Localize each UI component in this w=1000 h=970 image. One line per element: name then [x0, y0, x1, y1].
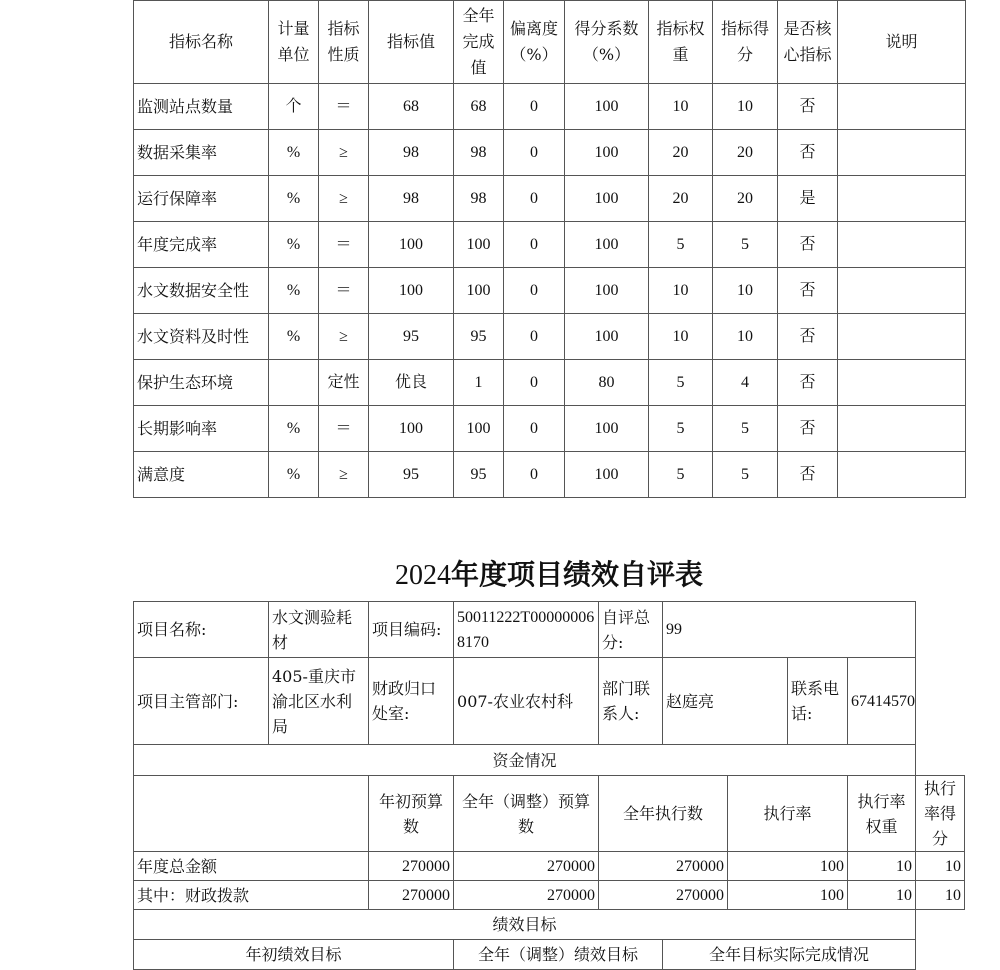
indicator-cell — [838, 360, 966, 406]
indicator-cell: 4 — [713, 360, 778, 406]
indicator-cell: 100 — [369, 222, 454, 268]
indicator-cell: 否 — [778, 222, 838, 268]
funds-col-header: 全年执行数 — [599, 776, 728, 852]
indicator-cell: 个 — [269, 84, 319, 130]
project-name-label: 项目名称: — [134, 602, 269, 658]
indicator-header-row — [134, 1, 966, 84]
indicator-cell: % — [269, 130, 319, 176]
funds-cell: 100 — [728, 881, 848, 910]
indicator-cell: 5 — [649, 406, 713, 452]
indicator-cell: 98 — [454, 130, 504, 176]
funds-header: 资金情况 — [134, 745, 916, 776]
indicator-cell: 95 — [369, 314, 454, 360]
dept-label: 项目主管部门: — [134, 658, 269, 745]
indicator-row — [134, 268, 966, 314]
indicator-cell: ≥ — [319, 314, 369, 360]
funds-cell: 10 — [848, 852, 916, 881]
indicator-cell: 5 — [649, 360, 713, 406]
indicator-cell: 10 — [649, 268, 713, 314]
department-row — [134, 658, 965, 745]
indicator-cell: 0 — [504, 452, 565, 498]
indicator-cell: 定性 — [319, 360, 369, 406]
funds-cell: 10 — [848, 881, 916, 910]
funds-corner-cell — [134, 776, 369, 852]
indicator-row — [134, 130, 966, 176]
header-cell: 指标性质 — [319, 1, 369, 84]
funds-col-header: 执行率得分 — [916, 776, 965, 852]
indicator-cell: 5 — [713, 406, 778, 452]
header-cell: 说明 — [838, 1, 966, 84]
finance-label: 财政归口处室: — [369, 658, 454, 745]
indicator-cell: 100 — [565, 314, 649, 360]
funds-col-header: 年初预算数 — [369, 776, 454, 852]
funds-cell: 270000 — [454, 852, 599, 881]
indicator-cell: 10 — [649, 84, 713, 130]
indicator-cell: % — [269, 406, 319, 452]
indicator-row — [134, 452, 966, 498]
indicator-cell — [838, 176, 966, 222]
perf-col-header: 年初绩效目标 — [134, 940, 454, 970]
indicator-cell — [838, 452, 966, 498]
indicator-cell: % — [269, 314, 319, 360]
indicator-cell: 20 — [649, 176, 713, 222]
indicator-name-cell: 满意度 — [134, 452, 269, 498]
dept-value: 405-重庆市渝北区水利局 — [269, 658, 369, 745]
indicator-cell: 20 — [649, 130, 713, 176]
project-code-value: 50011222T000000068170 — [454, 602, 599, 658]
indicator-cell: 100 — [454, 268, 504, 314]
indicator-row — [134, 222, 966, 268]
phone-label: 联系电话: — [788, 658, 848, 745]
project-name-value: 水文测验耗材 — [269, 602, 369, 658]
indicator-cell: 100 — [565, 452, 649, 498]
indicator-name-cell: 水文数据安全性 — [134, 268, 269, 314]
title-text: 年度项目绩效自评表 — [450, 558, 703, 591]
indicator-cell: 否 — [778, 130, 838, 176]
indicator-cell: 95 — [454, 314, 504, 360]
indicator-cell: ＝ — [319, 406, 369, 452]
indicator-cell: 否 — [778, 84, 838, 130]
indicator-cell: 0 — [504, 314, 565, 360]
perf-header-row — [134, 910, 965, 940]
perf-col-header: 全年（调整）绩效目标 — [454, 940, 663, 970]
indicator-cell: 5 — [713, 452, 778, 498]
indicator-cell: 20 — [713, 176, 778, 222]
indicator-cell: 0 — [504, 360, 565, 406]
funds-row — [134, 881, 965, 910]
funds-cell: 10 — [916, 881, 965, 910]
indicator-cell: 100 — [369, 268, 454, 314]
page-title — [133, 553, 965, 593]
indicator-cell: 10 — [713, 84, 778, 130]
indicator-cell: % — [269, 222, 319, 268]
indicator-cell: 0 — [504, 222, 565, 268]
indicator-cell — [838, 268, 966, 314]
funds-col-header: 执行率 — [728, 776, 848, 852]
funds-row — [134, 852, 965, 881]
funds-cell: 270000 — [454, 881, 599, 910]
indicator-name-cell: 长期影响率 — [134, 406, 269, 452]
indicator-cell: 100 — [454, 222, 504, 268]
indicator-row — [134, 176, 966, 222]
indicator-cell — [838, 130, 966, 176]
indicator-cell: 是 — [778, 176, 838, 222]
indicator-cell: 否 — [778, 268, 838, 314]
indicator-cell: 0 — [504, 84, 565, 130]
indicator-cell: 5 — [713, 222, 778, 268]
indicator-cell: 0 — [504, 176, 565, 222]
indicator-cell: 10 — [713, 314, 778, 360]
indicator-row — [134, 84, 966, 130]
indicator-cell: 5 — [649, 452, 713, 498]
indicator-cell: 68 — [369, 84, 454, 130]
indicator-cell: ≥ — [319, 130, 369, 176]
header-cell: 全年完成值 — [454, 1, 504, 84]
funds-columns-row — [134, 776, 965, 852]
indicator-cell: 20 — [713, 130, 778, 176]
indicator-cell — [838, 314, 966, 360]
indicator-cell: 优良 — [369, 360, 454, 406]
indicator-name-cell: 年度完成率 — [134, 222, 269, 268]
indicator-row — [134, 360, 966, 406]
funds-row-label: 年度总金额 — [134, 852, 369, 881]
indicator-cell: % — [269, 268, 319, 314]
indicator-cell: ＝ — [319, 268, 369, 314]
contact-label: 部门联系人: — [599, 658, 663, 745]
indicator-name-cell: 水文资料及时性 — [134, 314, 269, 360]
indicator-cell: ≥ — [319, 452, 369, 498]
indicator-cell: 98 — [369, 176, 454, 222]
indicator-cell: 10 — [713, 268, 778, 314]
header-cell: 是否核心指标 — [778, 1, 838, 84]
title-year: 2024 — [394, 560, 451, 591]
score-value: 99 — [663, 602, 916, 658]
header-cell: 计量单位 — [269, 1, 319, 84]
indicator-cell: 100 — [565, 268, 649, 314]
indicator-name-cell: 监测站点数量 — [134, 84, 269, 130]
funds-cell: 10 — [916, 852, 965, 881]
funds-header-row — [134, 745, 965, 776]
indicator-cell: 否 — [778, 452, 838, 498]
indicator-name-cell: 保护生态环境 — [134, 360, 269, 406]
indicator-cell: 100 — [565, 176, 649, 222]
indicator-cell: 100 — [565, 84, 649, 130]
header-cell: 得分系数（%） — [565, 1, 649, 84]
indicator-cell: 100 — [454, 406, 504, 452]
indicator-cell: 100 — [565, 222, 649, 268]
indicator-cell: ≥ — [319, 176, 369, 222]
indicator-cell: % — [269, 176, 319, 222]
indicator-cell: 100 — [565, 406, 649, 452]
indicator-cell: 否 — [778, 314, 838, 360]
header-cell: 指标值 — [369, 1, 454, 84]
funds-cell: 270000 — [369, 881, 454, 910]
perf-col-header: 全年目标实际完成情况 — [663, 940, 916, 970]
project-code-label: 项目编码: — [369, 602, 454, 658]
indicator-cell: 1 — [454, 360, 504, 406]
perf-header: 绩效目标 — [134, 910, 916, 940]
indicator-cell: 95 — [369, 452, 454, 498]
funds-cell: 100 — [728, 852, 848, 881]
contact-value: 赵庭亮 — [663, 658, 788, 745]
indicator-table — [133, 0, 966, 498]
funds-col-header: 全年（调整）预算数 — [454, 776, 599, 852]
project-name-row — [134, 602, 965, 658]
indicator-cell — [269, 360, 319, 406]
header-cell: 指标得分 — [713, 1, 778, 84]
funds-cell: 270000 — [369, 852, 454, 881]
score-label: 自评总分: — [599, 602, 663, 658]
header-cell: 偏离度（%） — [504, 1, 565, 84]
indicator-name-cell: 数据采集率 — [134, 130, 269, 176]
finance-value: 007-农业农村科 — [454, 658, 599, 745]
perf-columns-row — [134, 940, 965, 970]
header-cell: 指标名称 — [134, 1, 269, 84]
indicator-cell: 80 — [565, 360, 649, 406]
indicator-row — [134, 406, 966, 452]
indicator-cell: 0 — [504, 130, 565, 176]
indicator-cell — [838, 222, 966, 268]
funds-cell: 270000 — [599, 881, 728, 910]
indicator-cell: 95 — [454, 452, 504, 498]
indicator-cell: % — [269, 452, 319, 498]
header-cell: 指标权重 — [649, 1, 713, 84]
phone-value: 67414570 — [848, 658, 916, 745]
indicator-cell: ＝ — [319, 84, 369, 130]
funds-row-label: 其中：财政拨款 — [134, 881, 369, 910]
funds-col-header: 执行率权重 — [848, 776, 916, 852]
indicator-cell: 0 — [504, 268, 565, 314]
indicator-cell: 5 — [649, 222, 713, 268]
indicator-row — [134, 314, 966, 360]
indicator-cell: 否 — [778, 360, 838, 406]
indicator-name-cell: 运行保障率 — [134, 176, 269, 222]
indicator-cell: 98 — [369, 130, 454, 176]
indicator-cell: 100 — [565, 130, 649, 176]
evaluation-form-table — [133, 601, 965, 970]
indicator-cell — [838, 406, 966, 452]
indicator-cell: 100 — [369, 406, 454, 452]
indicator-cell: ＝ — [319, 222, 369, 268]
indicator-cell: 68 — [454, 84, 504, 130]
indicator-cell — [838, 84, 966, 130]
indicator-cell: 0 — [504, 406, 565, 452]
indicator-cell: 否 — [778, 406, 838, 452]
funds-cell: 270000 — [599, 852, 728, 881]
indicator-cell: 10 — [649, 314, 713, 360]
indicator-cell: 98 — [454, 176, 504, 222]
